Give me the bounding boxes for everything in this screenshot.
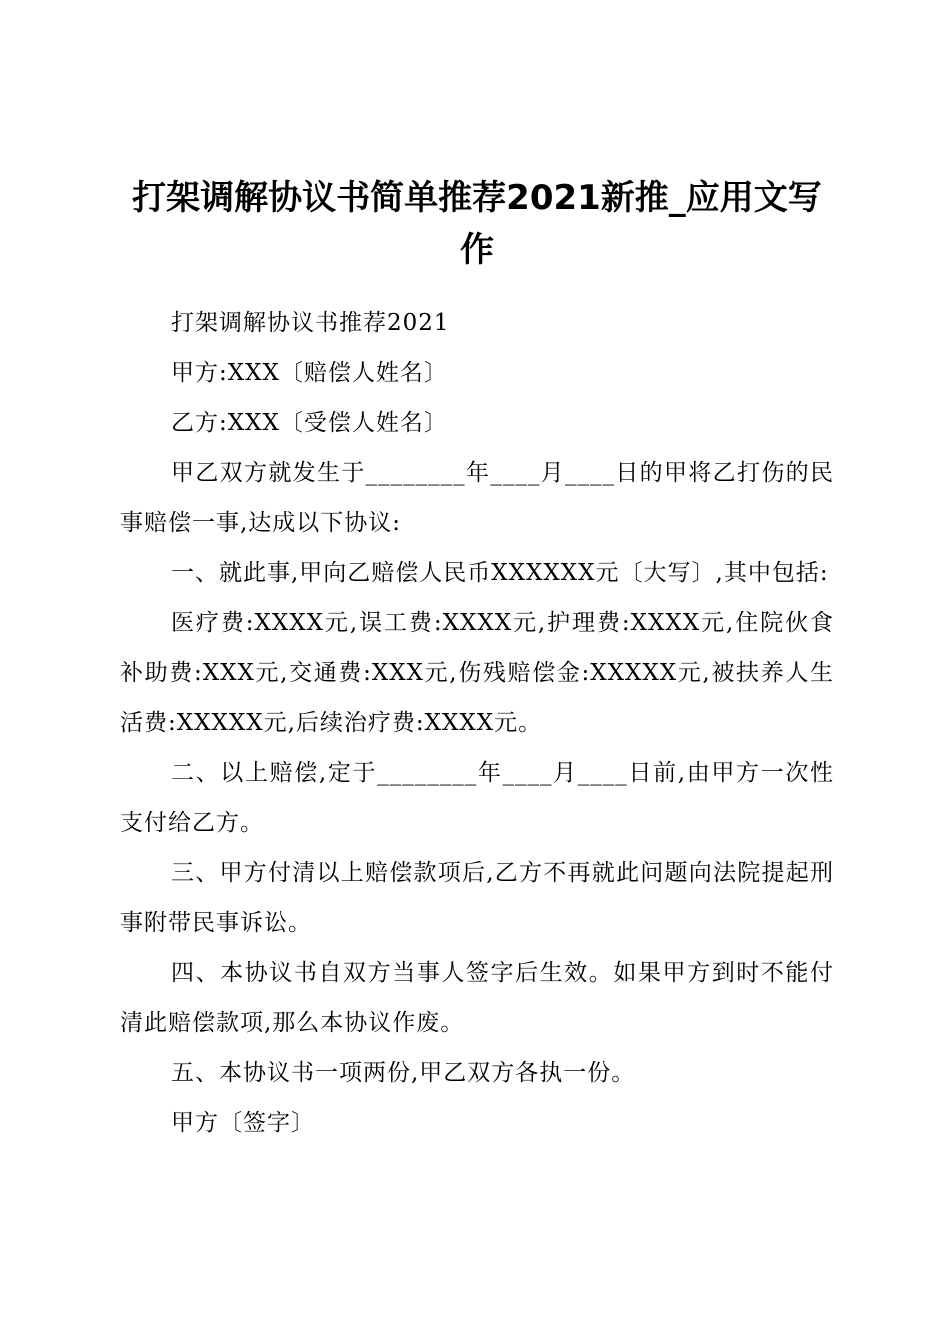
document-body — [120, 298, 834, 1148]
party-a-signature-line: 甲方〔签字〕 — [171, 1110, 315, 1136]
party-a-line: 甲方:XXX〔赔偿人姓名〕 — [171, 360, 448, 386]
preamble-paragraph: 甲乙双方就发生于________年____月____日的甲将乙打伤的民事赔偿一事,达成以下协议: — [120, 460, 834, 536]
clause-2-paragraph: 二、以上赔偿,定于________年____月____日前,由甲方一次性支付给乙方。 — [120, 760, 834, 836]
clause-1-paragraph: 一、就此事,甲向乙赔偿人民币XXXXXX元〔大写〕,其中包括: — [171, 560, 829, 586]
subtitle-paragraph: 打架调解协议书推荐2021 — [171, 310, 450, 336]
document-title: 打架调解协议书简单推荐2021新推_应用文写作 — [132, 178, 822, 270]
party-b-line: 乙方:XXX〔受偿人姓名〕 — [171, 410, 448, 436]
clause-4-paragraph: 四、本协议书自双方当事人签字后生效。如果甲方到时不能付清此赔偿款项,那么本协议作废。 — [120, 960, 834, 1036]
expense-list-paragraph: 医疗费:XXXX元,误工费:XXXX元,护理费:XXXX元,住院伙食补助费:XXX元,交通费:XXX元,伤残赔偿金:XXXXX元,被扶养人生活费:XXXXX元,后续治疗费:XXXX元。 — [120, 610, 834, 736]
clause-3-paragraph: 三、甲方付清以上赔偿款项后,乙方不再就此问题向法院提起刑事附带民事诉讼。 — [120, 860, 834, 936]
clause-5-paragraph: 五、本协议书一项两份,甲乙双方各执一份。 — [171, 1060, 636, 1086]
